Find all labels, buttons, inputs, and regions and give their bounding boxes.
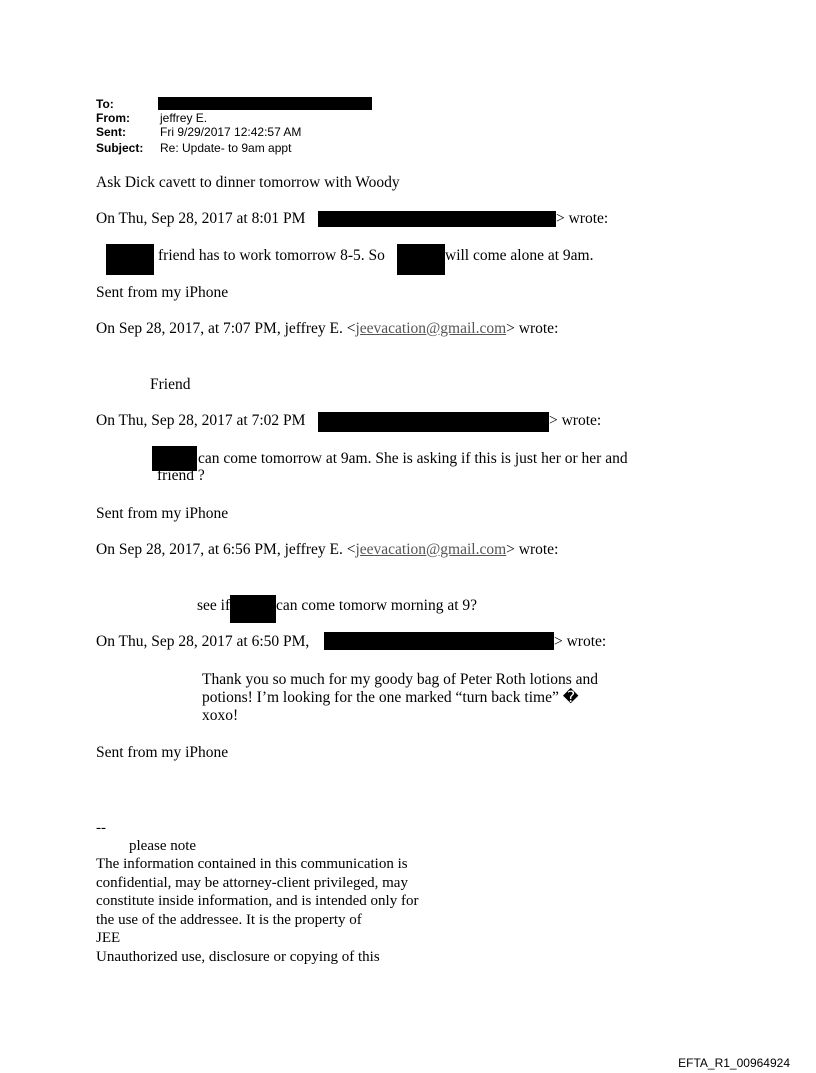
redaction-sender xyxy=(318,412,549,432)
quoted-message: see if xyxy=(197,597,231,614)
document-id: EFTA_R1_00964924 xyxy=(678,1056,790,1070)
quoted-message: will come alone at 9am. xyxy=(445,247,594,264)
quoted-message: Friend xyxy=(150,376,191,393)
disclaimer-line: confidential, may be attorney-client privileged, may xyxy=(96,874,408,891)
sent-value: Fri 9/29/2017 12:42:57 AM xyxy=(160,125,302,139)
subject-value: Re: Update- to 9am appt xyxy=(160,141,292,155)
quote-header: On Sep 28, 2017, at 7:07 PM, jeffrey E. <jeevacation@gmail.com> wrote: xyxy=(96,320,559,337)
quote-header: On Thu, Sep 28, 2017 at 6:50 PM, xyxy=(96,633,310,650)
quoted-message: xoxo! xyxy=(202,707,239,724)
quote-header-suffix: > wrote: xyxy=(554,633,607,650)
signature: Sent from my iPhone xyxy=(96,284,229,301)
quoted-message: friend has to work tomorrow 8-5. So xyxy=(158,247,385,264)
quoted-message: Thank you so much for my goody bag of Peter Roth lotions and xyxy=(202,671,599,688)
message-line: Ask Dick cavett to dinner tomorrow with Woody xyxy=(96,174,400,191)
quote-header-suffix: > wrote: xyxy=(556,210,609,227)
quoted-message: potions! I’m looking for the one marked “turn back time” � xyxy=(202,689,579,706)
quote-header: On Thu, Sep 28, 2017 at 8:01 PM xyxy=(96,210,306,227)
disclaimer-line: Unauthorized use, disclosure or copying of this xyxy=(96,948,380,965)
disclaimer-line: the use of the addressee. It is the property of xyxy=(96,911,362,928)
disclaimer xyxy=(96,855,418,966)
quote-header-suffix: > wrote: xyxy=(549,412,602,429)
redaction-name xyxy=(230,595,276,623)
redaction-sender xyxy=(324,632,554,650)
quoted-message: can come tomorw morning at 9? xyxy=(276,597,478,614)
subject-label: Subject: xyxy=(96,141,144,155)
redaction-to xyxy=(158,97,372,110)
quoted-message: can come tomorrow at 9am. She is asking if this is just her or her and xyxy=(198,450,628,467)
from-label: From: xyxy=(96,111,130,125)
signature-separator: -- xyxy=(96,820,106,836)
disclaimer-line: JEE xyxy=(96,930,121,946)
signature: Sent from my iPhone xyxy=(96,744,229,761)
disclaimer-line: constitute inside information, and is intended only for xyxy=(96,893,419,909)
email-link[interactable]: jeevacation@gmail.com xyxy=(355,320,507,337)
redaction-name xyxy=(397,244,445,275)
disclaimer-note: please note xyxy=(129,838,197,854)
sent-label: Sent: xyxy=(96,125,126,139)
email-link[interactable]: jeevacation@gmail.com xyxy=(355,541,507,558)
redaction-name xyxy=(106,244,154,275)
quoted-message: friend ? xyxy=(157,467,205,484)
from-value: jeffrey E. xyxy=(160,111,208,125)
quote-header: On Sep 28, 2017, at 6:56 PM, jeffrey E. <jeevacation@gmail.com> wrote: xyxy=(96,541,559,558)
to-label: To: xyxy=(96,97,114,111)
signature: Sent from my iPhone xyxy=(96,505,229,522)
redaction-sender xyxy=(318,211,556,227)
disclaimer-line: The information contained in this communication is xyxy=(96,856,408,872)
quote-header: On Thu, Sep 28, 2017 at 7:02 PM xyxy=(96,412,306,429)
